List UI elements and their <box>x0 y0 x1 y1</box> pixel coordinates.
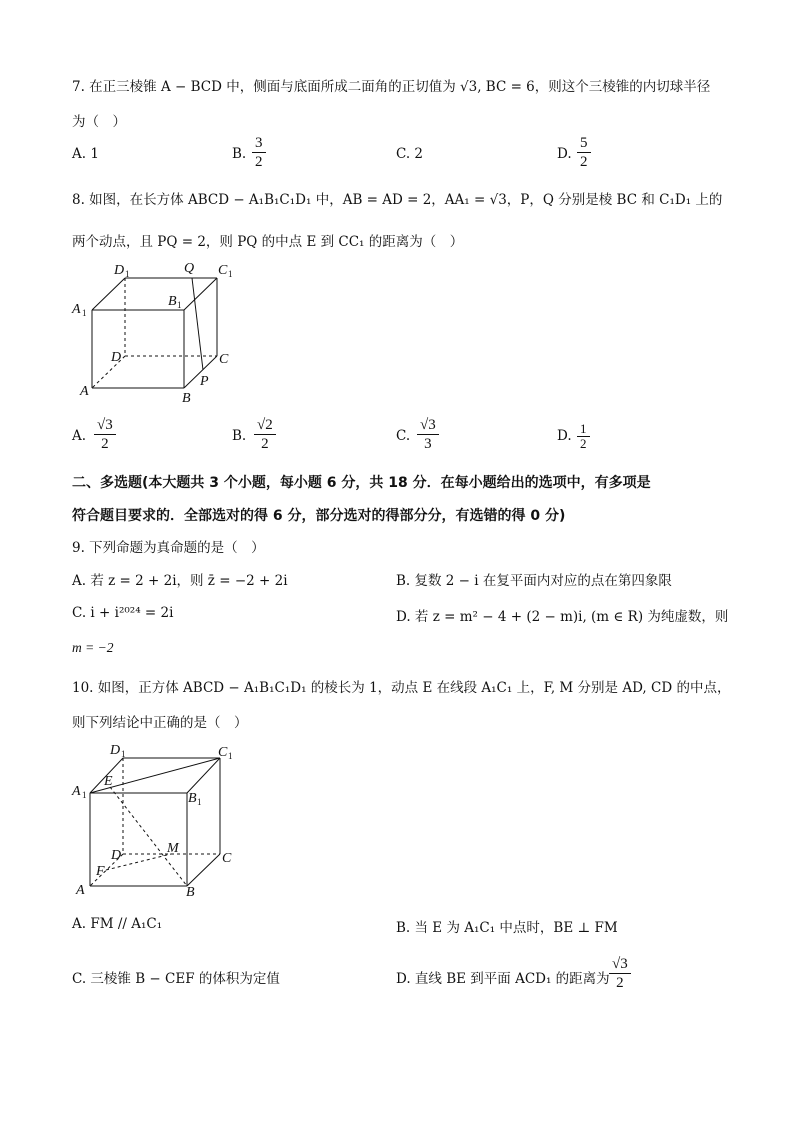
q8-option-c-label: C. <box>396 428 411 444</box>
q10-label-c1: C <box>218 745 228 760</box>
svg-text:1: 1 <box>82 790 87 800</box>
q10-option-a: A. FM // A₁C₁ <box>72 916 163 932</box>
q7-stem-cont: 为（ ） <box>72 114 126 130</box>
q10-label-b: B <box>186 885 195 898</box>
q9-option-b: B. 复数 2 − i 在复平面内对应的点在第四象限 <box>396 573 672 589</box>
svg-text:1: 1 <box>228 269 233 279</box>
q7-option-b-fraction: $\frac{3}{2}$ <box>252 134 266 171</box>
q8-option-a-label: A. <box>72 428 87 444</box>
q9-stem: 9. 下列命题为真命题的是（ ） <box>72 540 265 556</box>
q10-option-d-label: D. 直线 BE 到平面 ACD₁ 的距离为 <box>396 971 610 987</box>
q8-stem-cont: 两个动点，且 PQ = 2，则 PQ 的中点 E 到 CC₁ 的距离为（ ） <box>72 234 464 250</box>
q8-label-a1: A <box>72 302 81 317</box>
q8-label-c: C <box>219 352 229 367</box>
q8-label-p: P <box>200 374 209 389</box>
q8-option-b-label: B. <box>232 428 247 444</box>
svg-text:1: 1 <box>197 797 202 807</box>
q10-option-c: C. 三棱锥 B − CEF 的体积为定值 <box>72 971 280 987</box>
q10-stem-cont: 则下列结论中正确的是（ ） <box>72 715 248 731</box>
q7-option-b-label: B. <box>232 146 247 162</box>
q9-option-d-cont: m = −2 <box>72 640 114 655</box>
q10-cube-figure <box>70 738 245 898</box>
q7-stem: 7. 在正三棱锥 A − BCD 中，侧面与底面所成二面角的正切值为 √3, BC = 6，则这个三棱锥的内切球半径 <box>72 79 711 95</box>
q10-label-d: D <box>111 848 122 863</box>
q8-option-d-fraction: $\frac{1}{2}$ <box>577 422 590 451</box>
svg-text:1: 1 <box>121 749 126 759</box>
q8-label-d: D <box>111 350 122 365</box>
q10-option-b: B. 当 E 为 A₁C₁ 中点时，BE ⊥ FM <box>396 920 618 936</box>
q8-cuboid-figure <box>70 258 240 408</box>
q7-option-c: C. 2 <box>396 146 424 162</box>
q10-option-d-fraction: $\frac{√3}{2}$ <box>609 955 631 992</box>
q8-option-d-label: D. <box>557 428 572 444</box>
q8-option-c-fraction: $\frac{√3}{3}$ <box>417 416 439 453</box>
q7-option-d-label: D. <box>557 146 572 162</box>
q8-option-a-fraction: $\frac{√3}{2}$ <box>94 416 116 453</box>
q9-option-d: D. 若 z = m² − 4 + (2 − m)i, (m ∈ R) 为纯虚数，则 <box>396 609 729 625</box>
q7-option-a: A. 1 <box>72 146 99 162</box>
q10-label-a: A <box>76 883 85 898</box>
q7-option-d-fraction: $\frac{5}{2}$ <box>577 134 591 171</box>
q8-label-a: A <box>80 384 89 399</box>
q8-option-b-fraction: $\frac{√2}{2}$ <box>254 416 276 453</box>
q8-label-q: Q <box>184 261 195 276</box>
q8-label-c1: C <box>218 263 228 278</box>
svg-text:1: 1 <box>125 269 130 279</box>
q9-option-c: C. i + i²⁰²⁴ = 2i <box>72 605 174 621</box>
svg-text:1: 1 <box>177 300 182 310</box>
q10-label-e: E <box>104 774 113 789</box>
q8-label-b: B <box>182 391 191 406</box>
q10-label-b1: B <box>188 791 197 806</box>
svg-text:1: 1 <box>228 751 233 761</box>
q10-stem: 10. 如图，正方体 ABCD − A₁B₁C₁D₁ 的棱长为 1，动点 E 在线段 A₁C₁ 上，F, M 分别是 AD, CD 的中点， <box>72 680 731 696</box>
q8-stem: 8. 如图，在长方体 ABCD − A₁B₁C₁D₁ 中，AB = AD = 2，AA₁ = √3，P，Q 分别是棱 BC 和 C₁D₁ 上的 <box>72 192 723 208</box>
svg-text:1: 1 <box>82 308 87 318</box>
q10-label-m: M <box>167 841 179 856</box>
section2-heading-line2: 符合题目要求的．全部选对的得 6 分，部分选对的得部分分，有选错的得 0 分) <box>72 508 566 524</box>
q10-label-a1: A <box>72 784 81 799</box>
q9-option-a: A. 若 z = 2 + 2i，则 z̄ = −2 + 2i <box>72 573 288 589</box>
q10-label-c: C <box>222 851 232 866</box>
q10-label-d1: D <box>110 743 121 758</box>
q10-label-f: F <box>96 864 105 879</box>
section2-heading-line1: 二、多选题(本大题共 3 个小题，每小题 6 分，共 18 分．在每小题给出的选项中，有多项是 <box>72 475 651 491</box>
q8-label-d1: D <box>114 263 125 278</box>
q8-label-b1: B <box>168 294 177 309</box>
